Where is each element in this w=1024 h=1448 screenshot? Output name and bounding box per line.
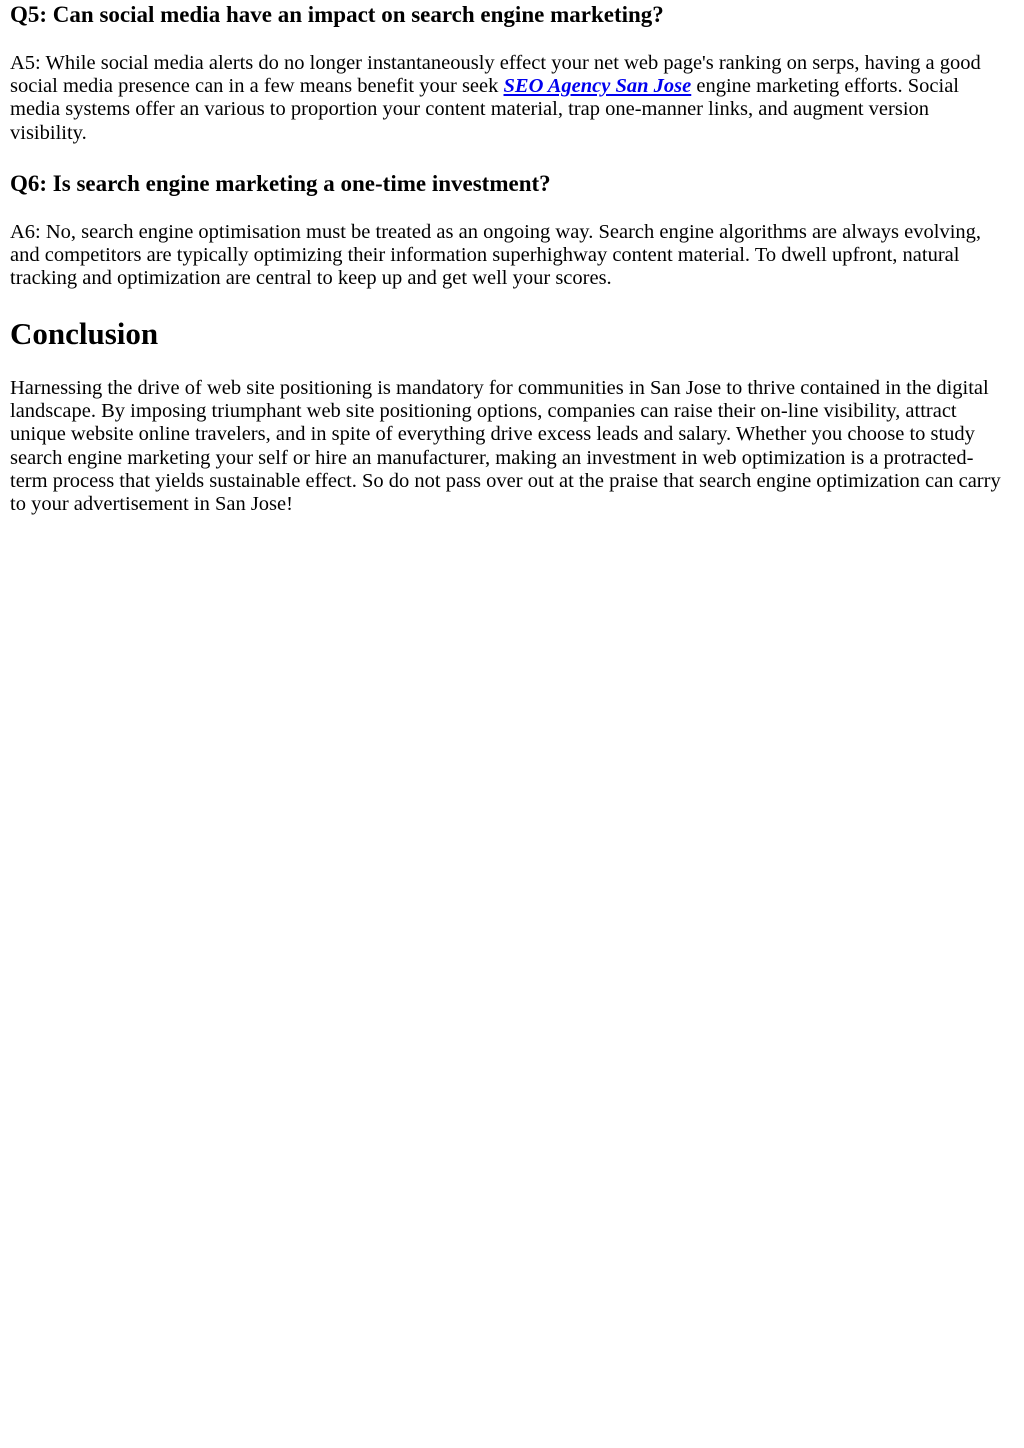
conclusion-heading: Conclusion bbox=[10, 316, 159, 351]
faq-question-6: Q6: Is search engine marketing a one-time investment? bbox=[10, 171, 551, 196]
faq-answer-6: A6: No, search engine optimisation must be treated as an ongoing way. Search engine algorithms are always evolving, and competitors are typically optimizing their information superhighway content material. To dwell upfront, natural tracking and optimization are central to keep up and get well your scores. bbox=[10, 221, 982, 290]
conclusion-paragraph: Harnessing the drive of web site positioning is mandatory for communities in San Jose to thrive contained in the digital landscape. By imposing triumphant web site positioning options, companies can raise their on-line visibility, attract unique website online travelers, and in spite of everything drive excess leads and salary. Whether you choose to study search engine marketing your self or hire an manufacturer, making an investment in web optimization is a protracted-term process that yields sustainable effect. So do not pass over out at the praise that search engine optimization can carry to your advertisement in San Jose! bbox=[10, 377, 1001, 516]
faq-answer-5-text-start: A5: While social media alerts do no longer instantaneously effect your net web page's ranking on serps, having a good social media presence can in a few means benefit your seek bbox=[10, 52, 981, 98]
faq-answer-5-text-end: engine marketing efforts. Social media systems offer an various to proportion your content material, trap one-manner links, and augment version visibility. bbox=[10, 75, 960, 144]
faq-question-5: Q5: Can social media have an impact on search engine marketing? bbox=[10, 2, 664, 27]
seo-agency-link[interactable]: SEO Agency San Jose bbox=[503, 75, 692, 98]
faq-answer-5 bbox=[10, 52, 1010, 145]
